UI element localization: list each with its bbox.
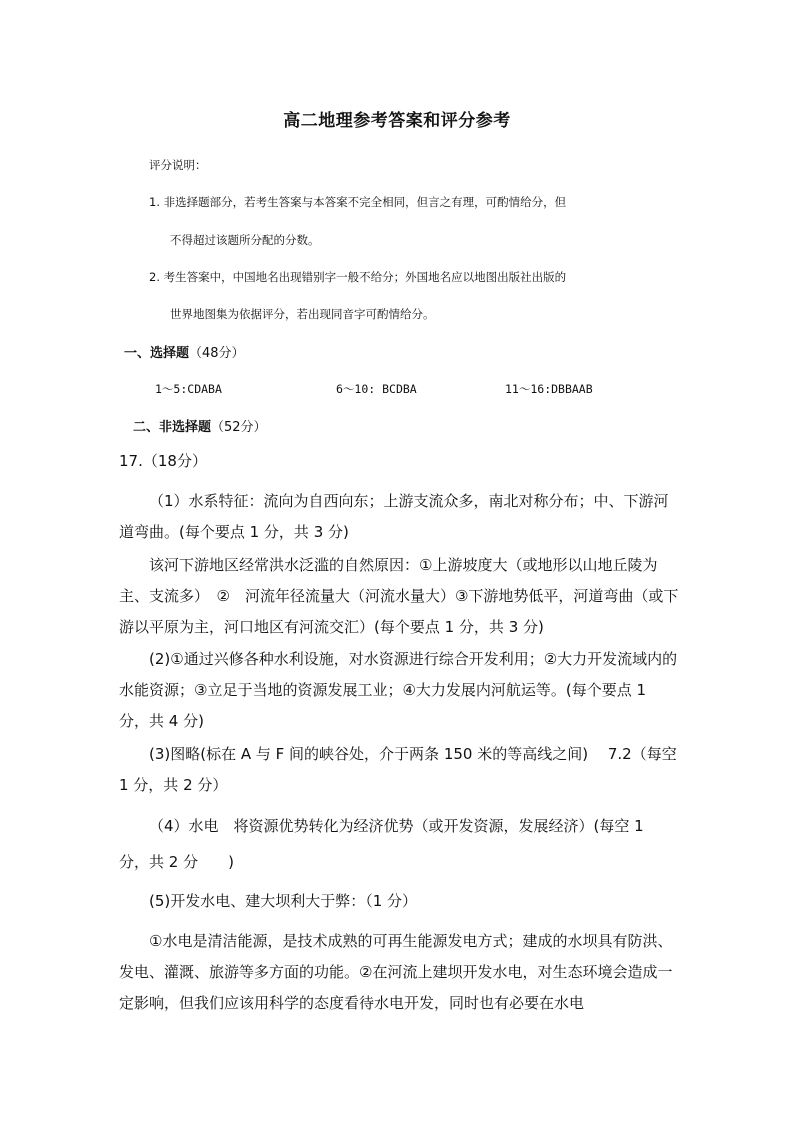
- q17-part3-answer: (3)图略(标在 A 与 F 间的峡谷处，介于两条 150 米的等高线之间) 7.2（每空 1 分，共 2 分）: [119, 745, 677, 794]
- q17-part5-reasons: ①水电是清洁能源，是技术成熟的可再生能源发电方式；建成的水坝具有防洪、发电、灌溉、旅游等多方面的功能。②在河流上建坝开发水电，对生态环境会造成一定影响，但我们应该用科学的态度看待水电开发，同时也有必要在水电: [119, 932, 673, 1012]
- section-nonchoice-heading: [133, 416, 267, 435]
- question-17-header: 17.（18分）: [119, 452, 207, 470]
- answers-1-5: 1～5:CDABA: [155, 382, 222, 396]
- scoring-notes-heading: 评分说明：: [149, 158, 207, 172]
- q17-part5-heading: (5)开发水电、建大坝利大于弊：（1 分）: [149, 892, 418, 910]
- scoring-note-1-line-2: 不得超过该题所分配的分数。: [170, 233, 320, 247]
- q17-part1-answer: （1）水系特征：流向为自西向东；上游支流众多，南北对称分布；中、下游河道弯曲。(每个要点 1 分，共 3 分): [119, 492, 669, 541]
- section-choice-points: （48分）: [189, 346, 245, 361]
- scoring-note-1-line-1: 1. 非选择题部分，若考生答案与本答案不完全相同，但言之有理，可酌情给分，但: [149, 195, 567, 209]
- section-choice-label: 一、选择题: [124, 346, 190, 361]
- section-nonchoice-points: （52分）: [211, 420, 267, 435]
- answers-6-10: 6～10: BCDBA: [336, 382, 417, 396]
- scoring-note-2-line-1: 2. 考生答案中，中国地名出现错别字一般不给分；外国地名应以地图出版社出版的: [149, 270, 567, 284]
- q17-flood-causes: 该河下游地区经常洪水泛滥的自然原因：①上游坡度大（或地形以山地丘陵为主、支流多） ② 河流年径流量大（河流水量大）③下游地势低平，河道弯曲（或下游以平原为主，河口地区有河流交汇）(每个要点 1 分，共 3 分): [119, 556, 679, 636]
- q17-part4-line-2: 分，共 2 分 ): [119, 853, 234, 871]
- q17-part2-answer: (2)①通过兴修各种水利设施，对水资源进行综合开发利用；②大力开发流域内的水能资源；③立足于当地的资源发展工业；④大力发展内河航运等。(每个要点 1 分，共 4 分): [119, 650, 678, 730]
- scoring-note-2-line-2: 世界地图集为依据评分，若出现同音字可酌情给分。: [170, 307, 435, 321]
- section-nonchoice-label: 二、非选择题: [133, 420, 212, 435]
- answers-11-16: 11～16:DBBAAB: [505, 382, 593, 396]
- page-title: 高二地理参考答案和评分参考: [283, 111, 511, 131]
- section-choice-heading: [124, 342, 245, 361]
- q17-part4-line-1: （4）水电 将资源优势转化为经济优势（或开发资源，发展经济）(每空 1: [149, 817, 644, 835]
